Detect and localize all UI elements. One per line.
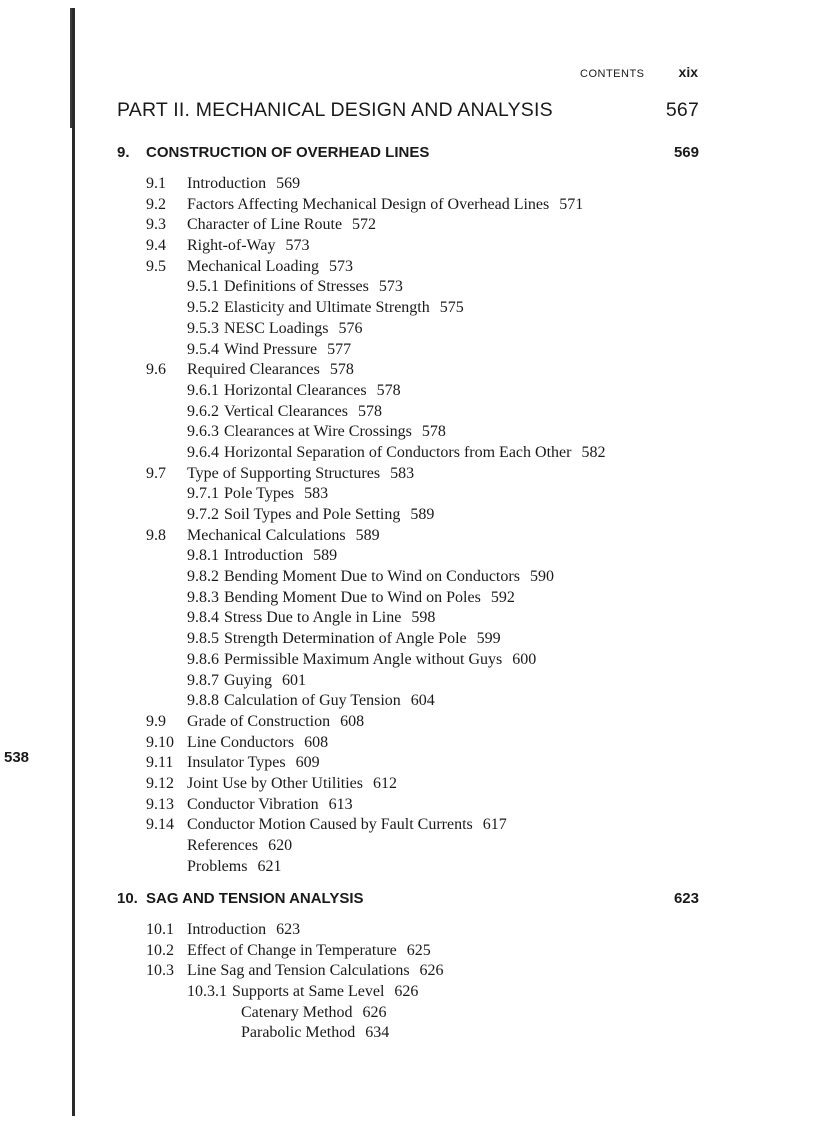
toc-subentry: 9.8.7 Guying 601 — [187, 671, 306, 689]
chapter-page: 569 — [673, 144, 699, 161]
toc-entry: 9.14 Conductor Motion Caused by Fault Currents 617 — [146, 816, 507, 834]
chapter-number: 10. — [117, 890, 138, 907]
toc-subsubentry: Parabolic Method 634 — [241, 1024, 390, 1042]
toc-subentry: 9.8.2 Bending Moment Due to Wind on Conductors 590 — [187, 568, 554, 586]
toc-entry: 9.10 Line Conductors 608 — [146, 733, 329, 751]
toc-subentry: 9.8.8 Calculation of Guy Tension 604 — [187, 692, 435, 710]
chapter-number: 9. — [117, 144, 130, 161]
toc-subentry: 9.6.1 Horizontal Clearances 578 — [187, 381, 401, 399]
running-head-label: CONTENTS — [580, 68, 645, 80]
toc-entry: 9.8 Mechanical Calculations 589 — [146, 526, 380, 544]
toc-subentry: 9.8.1 Introduction 589 — [187, 547, 338, 565]
toc-subentry: 9.6.2 Vertical Clearances 578 — [187, 402, 382, 420]
toc-problems: Problems 621 — [187, 857, 282, 875]
toc-entry: 9.1 Introduction 569 — [146, 175, 301, 192]
toc-entry: 9.12 Joint Use by Other Utilities 612 — [146, 774, 397, 792]
toc-entry: 9.4 Right-of-Way 573 — [146, 237, 310, 255]
toc-references: References 620 — [187, 837, 293, 854]
toc-subentry: 9.5.2 Elasticity and Ultimate Strength 575 — [187, 299, 464, 317]
toc-subentry: 9.8.5 Strength Determination of Angle Pole 599 — [187, 630, 501, 648]
toc-entry: 10.2 Effect of Change in Temperature 625 — [146, 941, 431, 959]
toc-subsubentry: Catenary Method 626 — [241, 1003, 387, 1021]
toc-entry: 9.7 Type of Supporting Structures 583 — [146, 464, 415, 482]
toc-entry: 9.2 Factors Affecting Mechanical Design of Overhead Lines 571 — [146, 195, 584, 213]
toc-subentry: 9.5.1 Definitions of Stresses 573 — [187, 278, 403, 296]
toc-subentry: 9.7.2 Soil Types and Pole Setting 589 — [187, 506, 435, 523]
chapter-10-entries — [146, 920, 444, 1044]
toc-entry: 9.3 Character of Line Route 572 — [146, 216, 377, 234]
binding-edge — [72, 8, 75, 1116]
chapter-title: CONSTRUCTION OF OVERHEAD LINES — [146, 144, 430, 161]
chapter-page: 623 — [673, 890, 699, 907]
chapter-title: SAG AND TENSION ANALYSIS — [146, 890, 364, 907]
part-heading — [117, 99, 699, 122]
toc-entry: 9.11 Insulator Types 609 — [146, 754, 320, 772]
part-title: PART II. MECHANICAL DESIGN AND ANALYSIS — [117, 99, 553, 121]
toc-entry: 10.3 Line Sag and Tension Calculations 626 — [146, 962, 444, 980]
toc-entry: 9.9 Grade of Construction 608 — [146, 712, 365, 730]
toc-subentry: 9.8.6 Permissible Maximum Angle without Guys 600 — [187, 650, 537, 668]
toc-subentry: 9.5.3 NESC Loadings 576 — [187, 319, 363, 337]
running-head-page: xix — [678, 64, 698, 80]
part-page: 567 — [665, 99, 699, 121]
toc-entry: 9.6 Required Clearances 578 — [146, 361, 354, 379]
toc-subentry: 9.5.4 Wind Pressure 577 — [187, 340, 352, 358]
margin-page-number: 538 — [4, 749, 30, 766]
running-head — [580, 64, 698, 80]
toc-subentry: 10.3.1 Supports at Same Level 626 — [187, 983, 419, 1001]
chapter-heading-10 — [117, 890, 699, 907]
chapter-9-entries — [146, 174, 605, 877]
toc-entry: 9.13 Conductor Vibration 613 — [146, 795, 353, 813]
toc-entry: 10.1 Introduction 623 — [146, 921, 301, 938]
toc-subentry: 9.8.4 Stress Due to Angle in Line 598 — [187, 609, 436, 627]
chapter-heading-9 — [117, 144, 699, 161]
toc-subentry: 9.6.4 Horizontal Separation of Conductors from Each Other 582 — [187, 443, 606, 461]
toc-subentry: 9.6.3 Clearances at Wire Crossings 578 — [187, 423, 446, 441]
toc-subentry: 9.8.3 Bending Moment Due to Wind on Poles 592 — [187, 588, 515, 606]
toc-subentry: 9.7.1 Pole Types 583 — [187, 485, 329, 503]
toc-entry: 9.5 Mechanical Loading 573 — [146, 257, 353, 275]
